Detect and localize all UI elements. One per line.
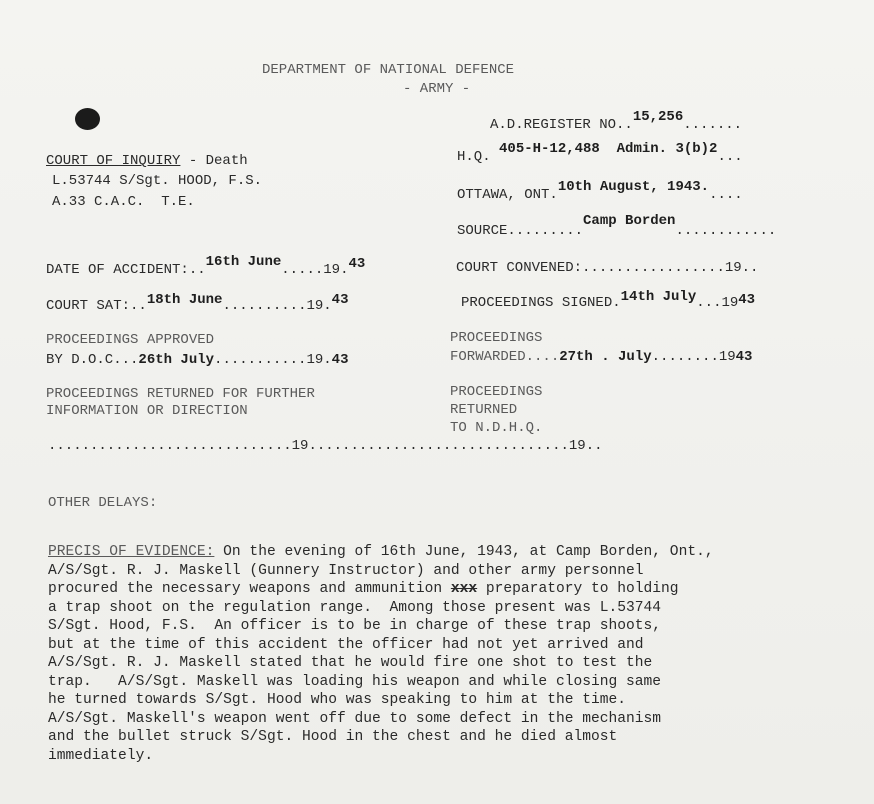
punch-hole [75,108,100,130]
precis-line-11: and the bullet struck S/Sgt. Hood in the chest and he died almost [48,729,618,745]
returned-further-2: INFORMATION OR DIRECTION [46,403,248,419]
returned-ndhq-1: PROCEEDINGS [450,384,543,400]
precis-line-6: but at the time of this accident the officer had not yet arrived and [48,636,644,653]
register-line [490,109,743,133]
precis-of-evidence [48,543,870,765]
accident-value: 16th June [205,254,282,270]
accident-line [46,254,366,278]
sat-year: 43 [331,292,349,308]
approved-year: 43 [331,352,349,368]
register-value: 15,256 [632,109,684,125]
forwarded-label-1: PROCEEDINGS [450,330,543,346]
inquiry-type: - Death [180,153,248,169]
forwarded-value: 27th . July [559,349,652,365]
approved-tail: ...........19. [214,352,332,368]
bottom-dots-line: .............................19...............................19.. [48,438,603,454]
signed-year: 43 [738,292,756,308]
hq-label: H.Q. [457,149,491,165]
ottawa-label: OTTAWA, ONT. [457,187,558,203]
inquiry-title: COURT OF INQUIRY [46,153,181,169]
signed-line [461,289,756,311]
precis-text-1: On the evening of 16th June, 1943, at Camp Borden, Ont., [214,544,714,560]
returned-further-1: PROCEEDINGS RETURNED FOR FURTHER [46,386,315,402]
inquiry-title-line [46,153,248,169]
precis-line-7: A/S/Sgt. R. J. Maskell stated that he would fire one shot to test the [48,655,653,671]
signed-label: PROCEEDINGS SIGNED. [461,295,621,311]
other-delays: OTHER DELAYS: [48,495,158,511]
precis-line-8: trap. A/S/Sgt. Maskell was loading his weapon and while closing same [48,673,662,690]
signed-value: 14th July [620,289,697,305]
approved-label-2: BY D.O.C... [46,352,139,368]
branch-title: - ARMY - [403,81,471,97]
precis-line-5: S/Sgt. Hood, F.S. An officer is to be in charge of these trap shoots, [48,618,662,634]
ottawa-value: 10th August, 1943. [557,179,710,195]
inquiry-unit: A.33 C.A.C. T.E. [52,194,195,210]
precis-line-3 [48,580,870,599]
source-line [457,213,777,239]
hq-line [457,141,743,165]
precis-line-10: A/S/Sgt. Maskell's weapon went off due to some defect in the mechanism [48,710,662,727]
forwarded-year: 43 [735,349,753,365]
sat-label: COURT SAT:.. [46,298,147,314]
sat-value: 18th June [146,292,223,308]
ottawa-dots: .... [709,187,743,203]
struck-text: xxx [450,581,478,597]
forwarded-line [450,349,752,365]
approved-label-1: PROCEEDINGS APPROVED [46,332,215,348]
precis-line-2: A/S/Sgt. R. J. Maskell (Gunnery Instructor) and other army personnel [48,562,644,579]
register-label: A.D.REGISTER NO.. [490,117,633,133]
source-value: Camp Borden [583,213,676,229]
source-label: SOURCE......... [457,223,584,239]
approved-value: 26th July [138,352,215,368]
inquiry-subject: L.53744 S/Sgt. HOOD, F.S. [52,173,263,189]
precis-text-3b: preparatory to holding [477,581,679,597]
precis-line-4: a trap shoot on the regulation range. Among those present was L.53744 [48,599,662,616]
sat-line [46,292,349,314]
returned-ndhq-2: RETURNED [450,402,518,418]
precis-line-9: he turned towards S/Sgt. Hood who was speaking to him at the time. [48,692,627,708]
accident-tail: .....19. [281,262,349,278]
hq-value: 405-H-12,488 Admin. 3(b)2 [499,141,718,157]
hq-dots: ... [717,149,743,165]
sat-tail: ..........19. [222,298,332,314]
convened-line: COURT CONVENED:.................19.. [456,260,759,276]
ottawa-line [457,179,743,203]
forwarded-label-2: FORWARDED.... [450,349,560,365]
source-dots: ............ [675,223,777,239]
register-dots: ....... [683,117,743,133]
accident-label: DATE OF ACCIDENT:.. [46,262,206,278]
signed-tail: ...19 [696,295,739,311]
precis-text-3a: procured the necessary weapons and ammunition [48,581,451,597]
returned-ndhq-3: TO N.D.H.Q. [450,420,543,436]
accident-year: 43 [348,256,366,272]
precis-line-12: immediately. [48,747,154,764]
precis-label: PRECIS OF EVIDENCE: [48,544,215,560]
approved-line [46,352,348,368]
department-title: DEPARTMENT OF NATIONAL DEFENCE [262,62,515,78]
precis-line-1 [48,543,870,562]
forwarded-tail: ........19 [651,349,736,365]
